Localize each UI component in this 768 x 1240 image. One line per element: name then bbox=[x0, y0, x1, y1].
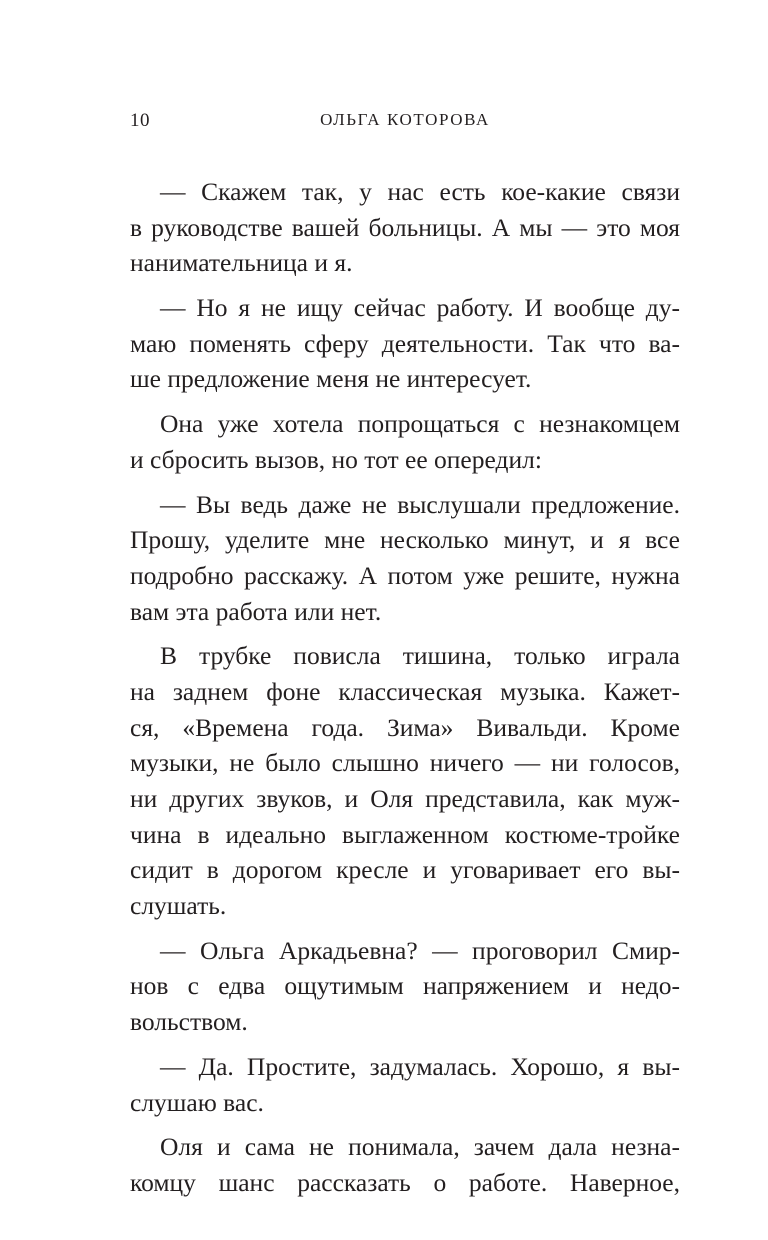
text-line: подробно расскажу. А потом уже решите, нужна bbox=[130, 560, 680, 590]
text-line: ся, «Времена года. Зима» Вивальди. Кроме bbox=[130, 712, 680, 742]
text-line: нов с едва ощутимым напряжением и недо- bbox=[130, 971, 680, 1001]
text-line: музыки, не было слышно ничего — ни голосов, bbox=[130, 748, 680, 778]
text-line: маю поменять сферу деятельности. Так что ва- bbox=[130, 328, 680, 358]
text-line: слушаю вас. bbox=[130, 1087, 264, 1117]
text-line: Прошу, уделите мне несколько минут, и я все bbox=[130, 525, 680, 555]
text-line: ни других звуков, и Оля представила, как муж- bbox=[130, 784, 680, 813]
text-line: чина в идеально выглаженном костюме-тройке bbox=[130, 819, 680, 849]
text-line: Она уже хотела попрощаться с незнакомцем bbox=[160, 409, 680, 439]
text-line: вольством. bbox=[130, 1007, 248, 1037]
page-number: 10 bbox=[130, 110, 150, 131]
text-line: слушать. bbox=[130, 891, 227, 921]
text-line: и сбросить вызов, но тот ее опередил: bbox=[130, 444, 542, 474]
text-line: сидит в дорогом кресле и уговаривает его вы- bbox=[130, 855, 680, 885]
text-line: — Ольга Аркадьевна? — проговорил Смир- bbox=[160, 935, 680, 965]
text-line: вам эта работа или нет. bbox=[130, 596, 382, 626]
text-line: В трубке повисла тишина, только играла bbox=[160, 641, 680, 671]
text-line: — Да. Простите, задумалась. Хорошо, я вы- bbox=[160, 1051, 680, 1081]
running-head: ОЛЬГА КОТОРОВА bbox=[320, 110, 490, 129]
page-header bbox=[130, 110, 680, 134]
text-line: Оля и сама не понимала, зачем дала незна- bbox=[160, 1132, 680, 1162]
text-line: — Вы ведь даже не выслушали предложение. bbox=[160, 489, 680, 519]
text-line: комцу шанс рассказать о работе. Наверное, bbox=[130, 1167, 680, 1197]
body-text bbox=[130, 174, 680, 1201]
text-line: ше предложение меня не интересует. bbox=[130, 364, 532, 394]
text-line: нанимательница и я. bbox=[130, 248, 353, 278]
text-line: — Но я не ищу сейчас работу. И вообще ду- bbox=[160, 293, 680, 323]
text-line: на заднем фоне классическая музыка. Кажет- bbox=[130, 676, 680, 706]
text-line: в руководстве вашей больницы. А мы — это моя bbox=[130, 212, 680, 242]
text-line: — Скажем так, у нас есть кое-какие связи bbox=[160, 177, 680, 206]
